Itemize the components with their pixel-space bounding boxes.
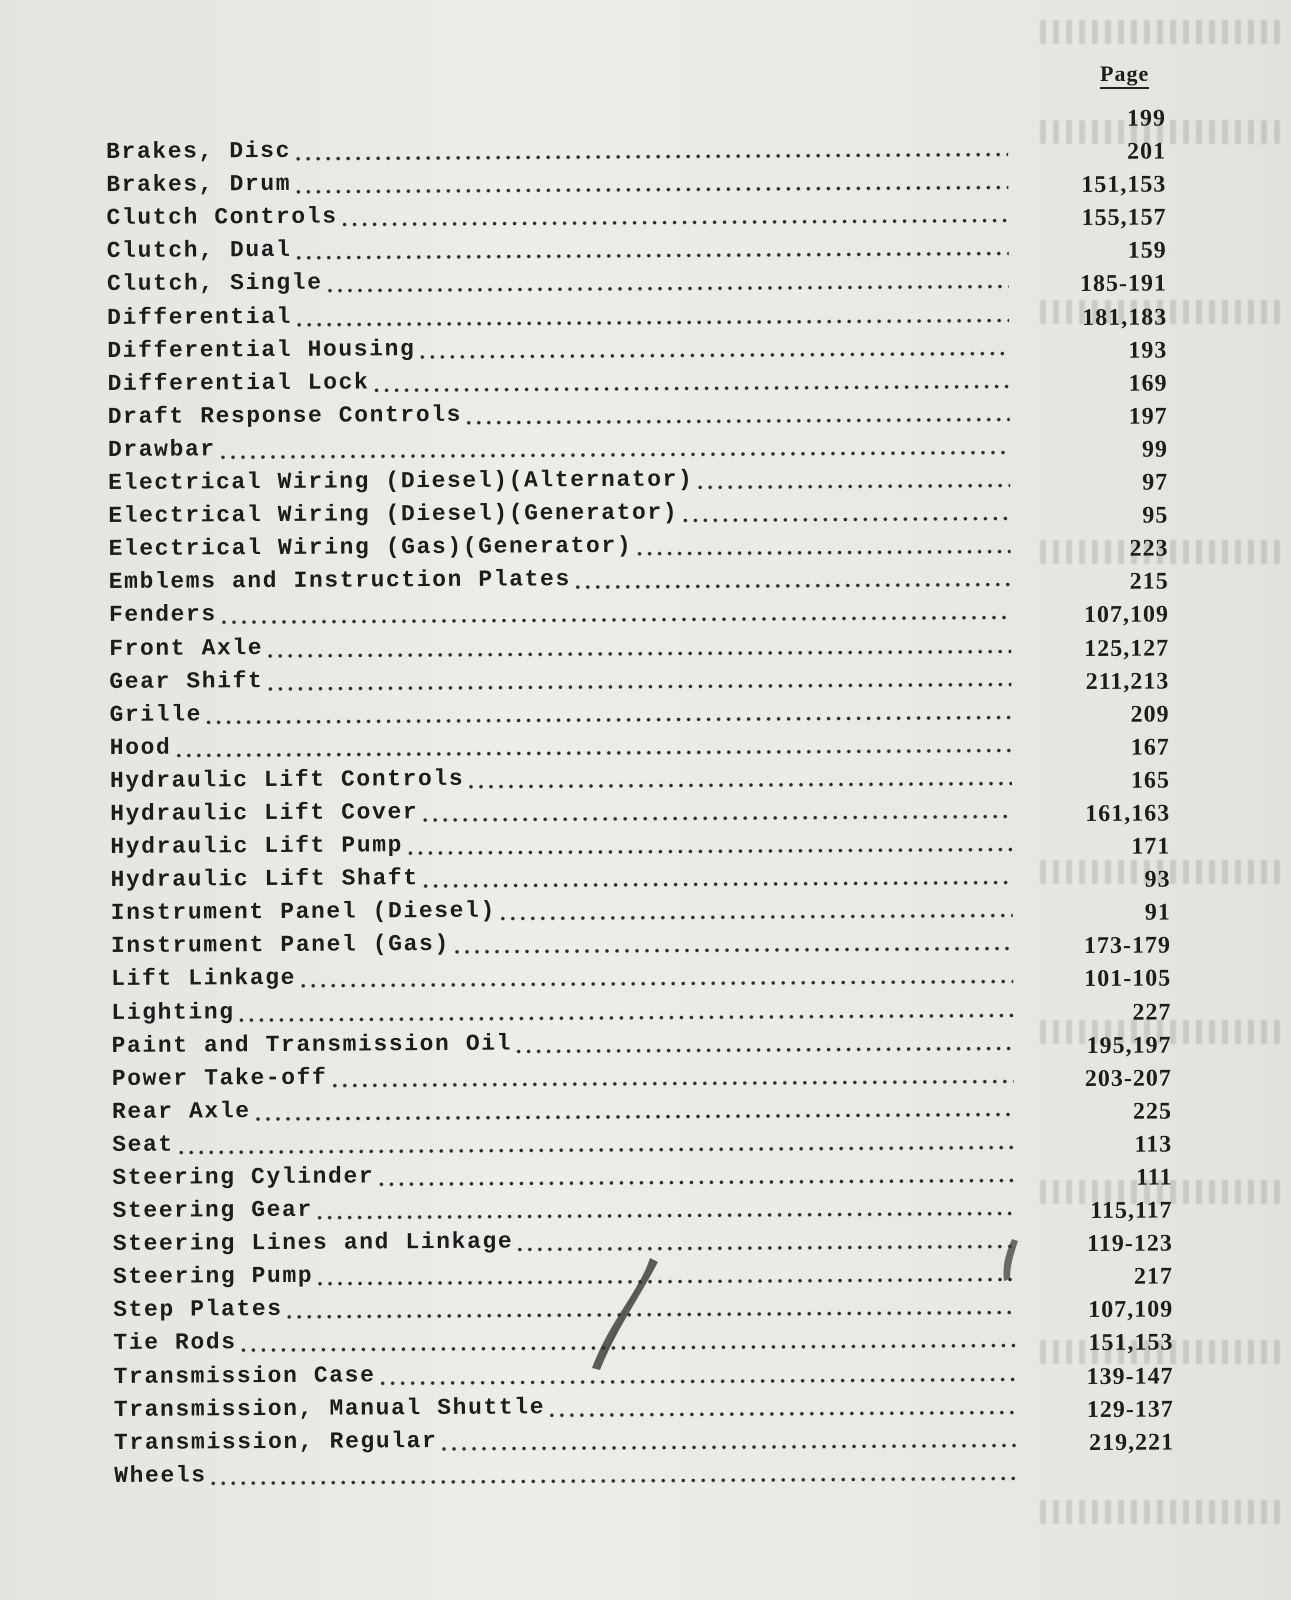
toc-entry-page: 193 [1128,337,1168,364]
toc-entry-page: 115,117 [1090,1197,1173,1225]
toc-entry-page: 197 [1128,403,1168,430]
toc-entry-page: 227 [1132,999,1172,1026]
toc-entry-page: 217 [1133,1263,1174,1291]
toc-entry-title: Draft Response Controls [107,401,463,430]
toc-entry-title: Wheels [114,1462,207,1489]
toc-entry-title: Paint and Transmission Oil [111,1030,513,1059]
dotted-leader [209,1457,1017,1488]
toc-entry-title: Transmission, Regular [113,1427,438,1456]
toc-entry-page: 169 [1128,370,1168,397]
dotted-leader [452,928,1013,957]
dotted-leader [634,531,1010,559]
dotted-leader [339,200,1008,230]
toc-entry-page: 211,213 [1085,668,1170,695]
toc-entry-page: 93 [1144,866,1171,893]
dotted-leader [376,1159,1014,1189]
dotted-leader [695,465,1010,493]
toc-entry-title: Gear Shift [109,667,264,695]
toc-entry-title: Hydraulic Lift Controls [109,765,465,794]
toc-entry-title: Transmission, Manual Shuttle [113,1393,546,1423]
toc-entry-title: Steering Gear [112,1196,313,1225]
toc-entry-title: Instrument Panel (Gas) [110,931,450,960]
toc-entry-page: 225 [1132,1098,1173,1125]
toc-entry-page: 151,153 [1081,171,1167,199]
dotted-leader [420,795,1012,825]
toc-entry-title: Differential Lock [107,369,370,397]
toc-entry-title: Instrument Panel (Diesel) [110,897,496,927]
toc-entry-title: Hydraulic Lift Pump [110,832,404,861]
dotted-leader [371,365,1009,395]
toc-entry-title: Steering Cylinder [112,1163,375,1191]
toc-entry-page: 185-191 [1079,270,1168,298]
toc-entry-title: Brakes, Drum [106,171,292,199]
toc-entry-page: 203-207 [1084,1065,1172,1092]
toc-entry-page: 101-105 [1084,965,1172,993]
dotted-leader [573,564,1011,593]
table-of-contents [106,105,1214,1489]
toc-entry-title: Fenders [108,601,217,629]
toc-entry-page: 195,197 [1086,1032,1172,1059]
toc-entry-title: Step Plates [113,1296,283,1324]
toc-entry-page: 107,109 [1083,601,1170,629]
page-column-header: Page [1100,62,1149,89]
toc-entry-page: 181,183 [1082,304,1168,331]
dotted-leader [547,1391,1016,1420]
toc-entry-title: Electrical Wiring (Gas)(Generator) [108,533,633,563]
toc-entry-title: Electrical Wiring (Diesel)(Generator) [108,499,679,530]
dotted-leader [439,1424,1016,1454]
toc-entry-page: 165 [1130,767,1171,794]
toc-entry-page: 171 [1131,833,1171,860]
toc-entry-page: 161,163 [1085,800,1171,827]
toc-entry-title: Transmission Case [113,1361,376,1390]
toc-entry-page: 199 [1126,105,1167,132]
toc-entry-page: 95 [1142,502,1169,529]
toc-entry-page: 129-137 [1086,1396,1174,1423]
toc-entry-title: Rear Axle [111,1097,251,1125]
toc-entry-title: Drawbar [107,436,216,463]
toc-entry-title: Hydraulic Lift Cover [110,799,419,827]
toc-entry-title: Hydraulic Lift Shaft [110,865,419,894]
toc-entry-page: 215 [1129,568,1169,596]
toc-entry-title: Electrical Wiring (Diesel)(Alternator) [108,466,694,497]
toc-entry-title: Differential [107,303,293,331]
dotted-leader [514,1027,1014,1056]
dotted-leader [421,862,1013,892]
toc-entry-title: Steering Pump [112,1263,314,1291]
toc-entry-title: Clutch Controls [106,203,338,232]
toc-entry-title: Tie Rods [113,1329,237,1357]
toc-entry-title: Clutch, Single [106,270,323,298]
toc-entry-page: 111 [1135,1164,1173,1191]
toc-entry-title: Clutch, Dual [106,237,292,265]
toc-entry-page: 167 [1130,734,1170,761]
toc-entry-title: Grille [109,701,203,728]
toc-entry-title: Differential Housing [107,335,416,364]
toc-entry-title: Emblems and Instruction Plates [108,566,571,596]
dotted-leader [464,398,1010,427]
toc-entry-page: 99 [1141,436,1169,463]
dotted-leader [498,895,1013,924]
toc-entry-title: Front Axle [109,634,264,662]
dotted-leader [417,332,1009,362]
toc-entry-page: 125,127 [1084,635,1170,662]
toc-entry-title: Lift Linkage [111,965,297,993]
toc-entry-title: Lighting [111,998,235,1026]
toc-entry-page: 209 [1130,701,1170,728]
toc-entry-title: Seat [112,1131,174,1158]
toc-entry-page: 155,157 [1081,204,1167,232]
toc-entry-page: 173-179 [1083,932,1172,960]
toc-entry-page: 91 [1144,899,1171,926]
toc-entry-page: 113 [1134,1131,1173,1158]
toc-entry-title: Hood [109,734,172,761]
toc-entry-page: 139-147 [1086,1363,1174,1390]
toc-entry-page: 151,153 [1088,1329,1174,1357]
toc-entry-page: 107,109 [1088,1296,1174,1324]
toc-entry-page: 119-123 [1087,1230,1173,1258]
toc-entry-title: Power Take-off [111,1064,328,1092]
toc-entry-page: 201 [1127,138,1167,165]
dotted-leader [405,829,1012,859]
dotted-leader [680,498,1010,526]
toc-entry-title: Brakes, Disc [106,137,292,166]
toc-entry-page: 97 [1142,469,1169,496]
toc-entry-title: Steering Lines and Linkage [112,1228,514,1258]
dotted-leader [515,1226,1015,1255]
toc-entry-page: 223 [1129,535,1169,562]
dotted-leader [377,1358,1015,1388]
toc-entry-page: 219,221 [1088,1429,1175,1456]
toc-entry-page: 159 [1127,237,1167,265]
dotted-leader [466,762,1012,791]
